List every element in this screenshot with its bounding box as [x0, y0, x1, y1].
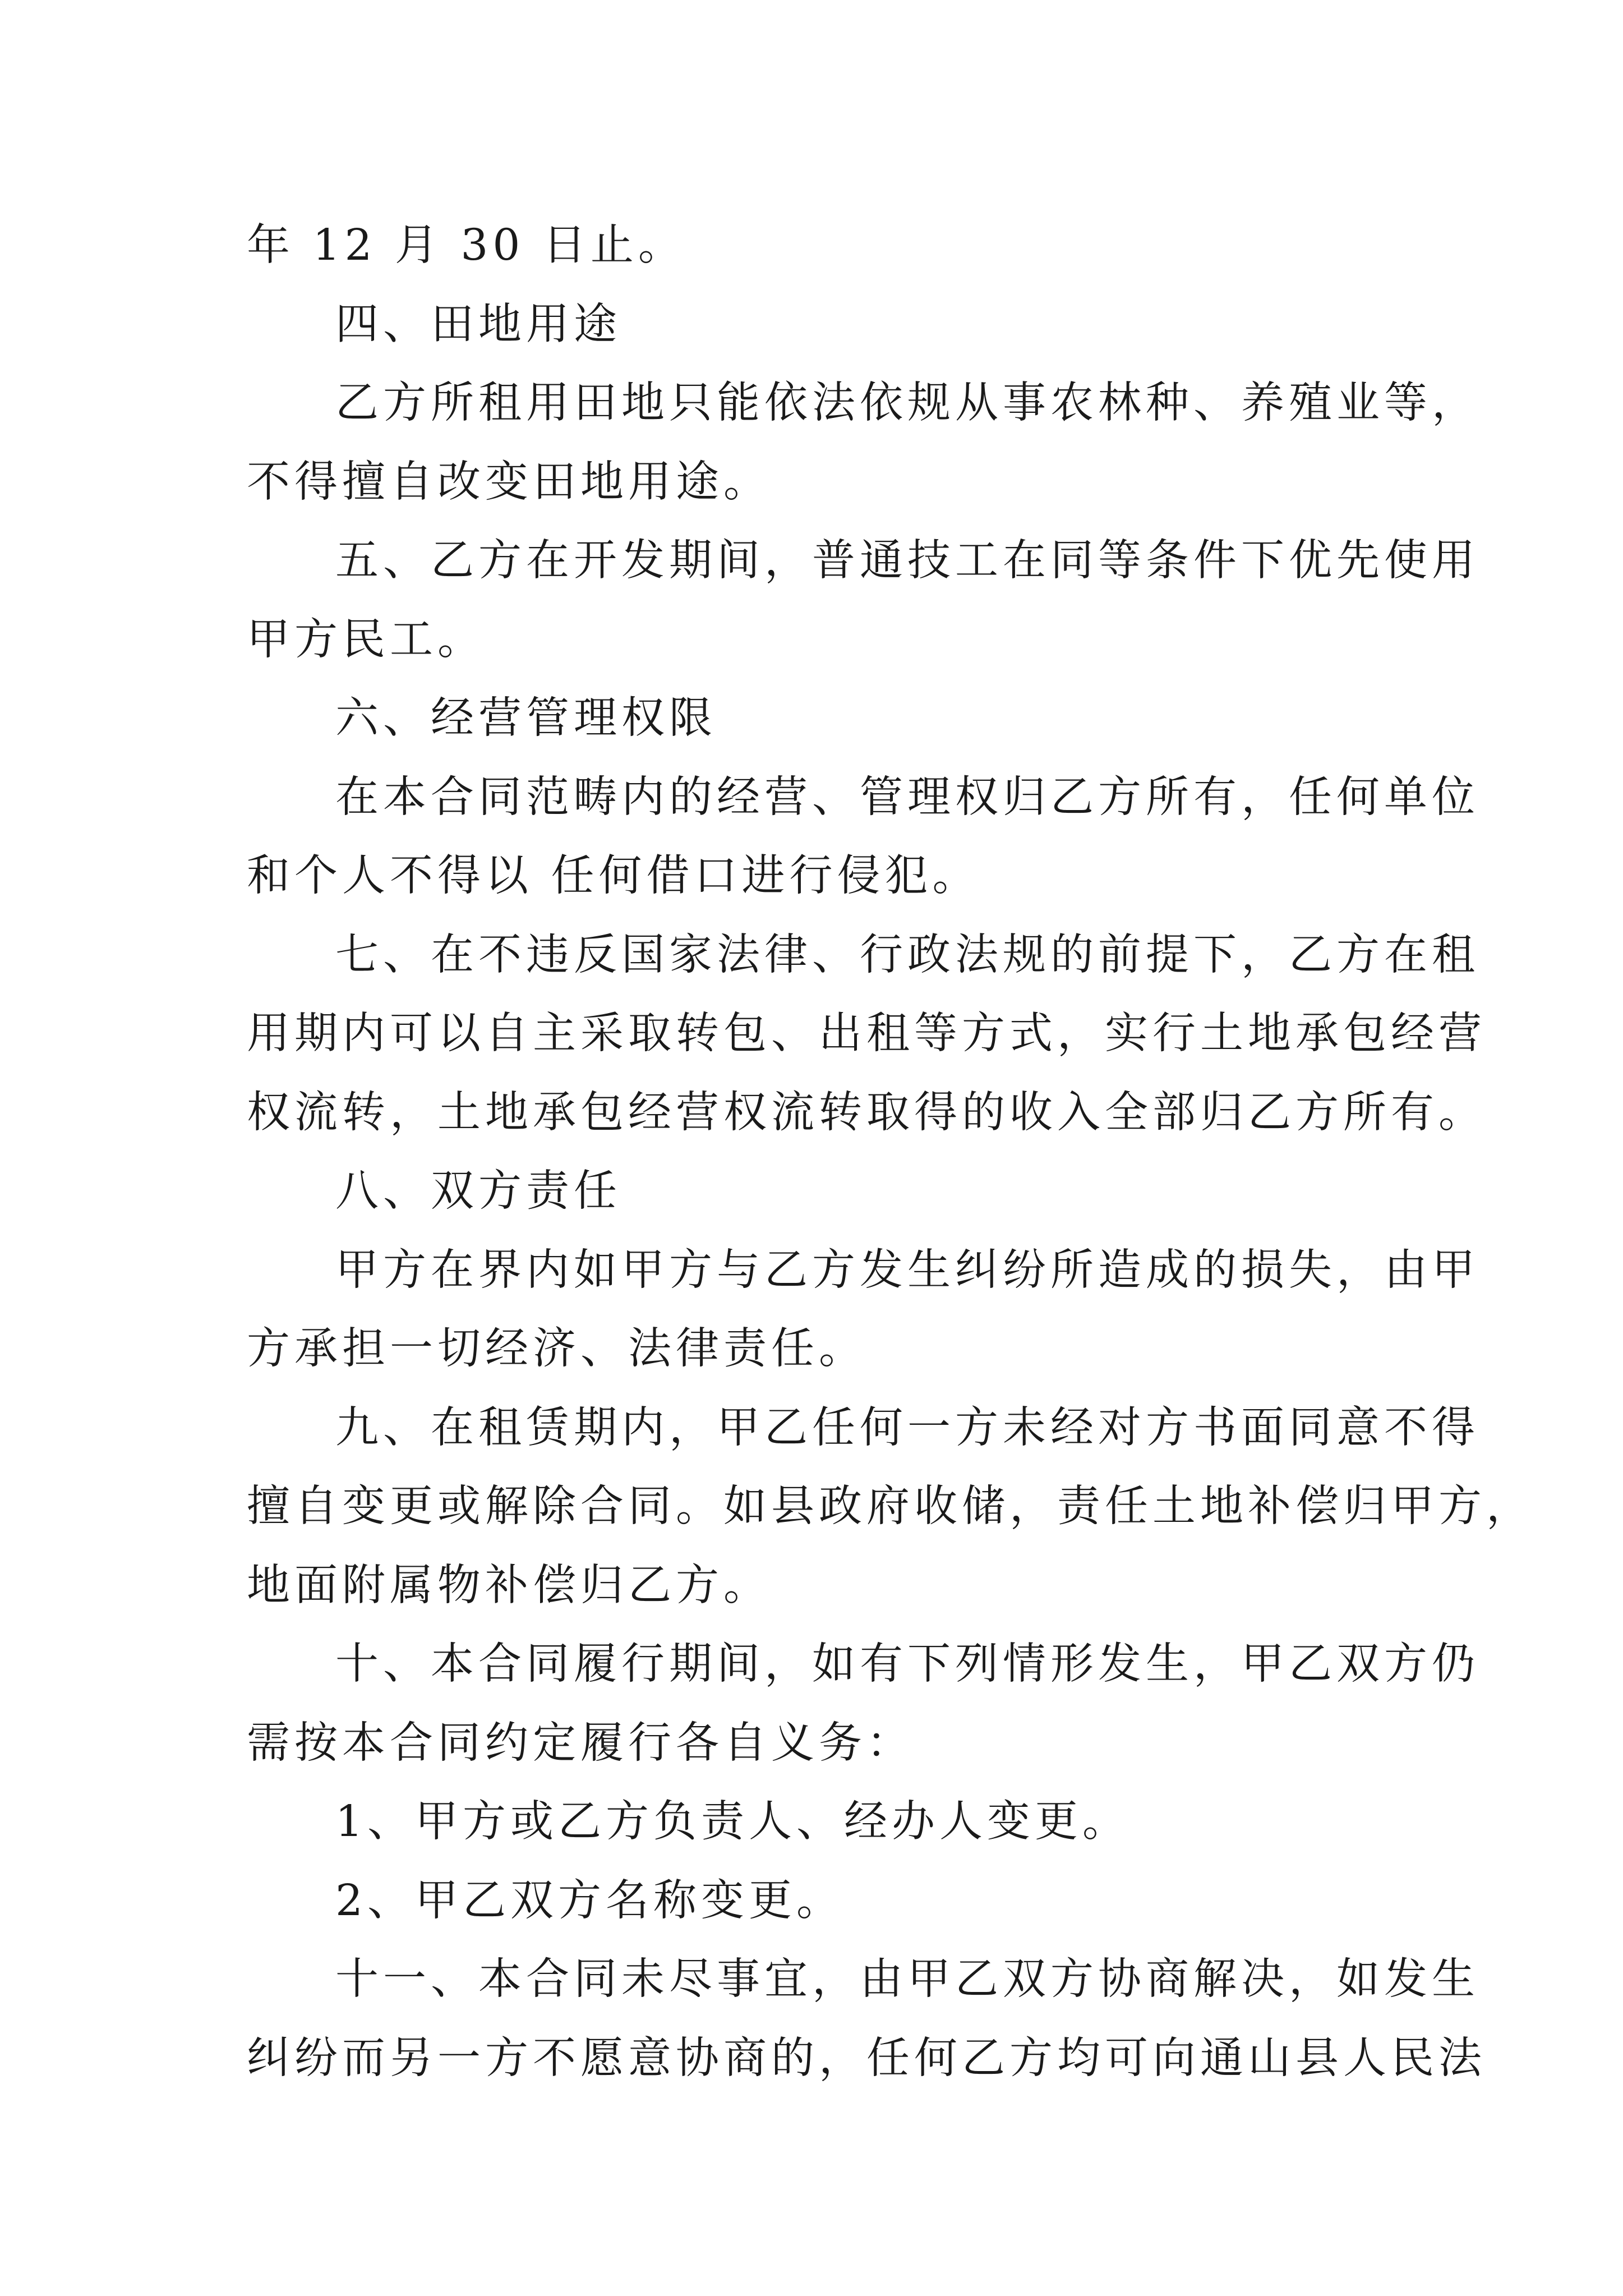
- text-line: 需按本合同约定履行各自义务：: [247, 1718, 914, 1768]
- section-heading: 四、田地用途: [335, 299, 621, 349]
- text-line: 五、乙方在开发期间，普通技工在同等条件下优先使用: [335, 536, 1479, 586]
- text-line: 用期内可以自主采取转包、出租等方式，实行土地承包经营: [247, 1009, 1486, 1059]
- text-line: 不得擅自改变田地用途。: [247, 457, 771, 507]
- text-line: 方承担一切经济、法律责任。: [247, 1324, 866, 1374]
- text-line: 纠纷而另一方不愿意协商的，任何乙方均可向通山县人民法: [247, 2033, 1486, 2083]
- text-line: 九、在租赁期内，甲乙任何一方未经对方书面同意不得: [335, 1402, 1479, 1453]
- section-heading: 八、双方责任: [335, 1166, 621, 1216]
- document-body: [247, 206, 1534, 2098]
- list-item: 2、甲乙双方名称变更。: [335, 1875, 844, 1926]
- text-line: 和个人不得以 任何借口进行侵犯。: [247, 851, 980, 901]
- list-item: 1、甲方或乙方负责人、经办人变更。: [335, 1797, 1130, 1847]
- text-line: 十一、本合同未尽事宜，由甲乙双方协商解决，如发生: [335, 1954, 1479, 2004]
- text-line: 甲方在界内如甲方与乙方发生纠纷所造成的损失，由甲: [335, 1245, 1479, 1295]
- text-line: 七、在不违反国家法律、行政法规的前提下，乙方在租: [335, 930, 1479, 980]
- text-line: 权流转，土地承包经营权流转取得的收入全部归乙方所有。: [247, 1087, 1486, 1138]
- text-line: 在本合同范畴内的经营、管理权归乙方所有，任何单位: [335, 772, 1479, 822]
- text-line: 擅自变更或解除合同。如县政府收储，责任土地补偿归甲方，: [247, 1481, 1534, 1531]
- text-line: 年 12 月 30 日止。: [247, 220, 686, 270]
- text-line: 地面附属物补偿归乙方。: [247, 1560, 771, 1611]
- section-heading: 六、经营管理权限: [335, 693, 717, 743]
- text-line: 十、本合同履行期间，如有下列情形发生，甲乙双方仍: [335, 1639, 1479, 1689]
- text-line: 甲方民工。: [247, 614, 485, 665]
- text-line: 乙方所租用田地只能依法依规从事农林种、养殖业等，: [335, 378, 1479, 428]
